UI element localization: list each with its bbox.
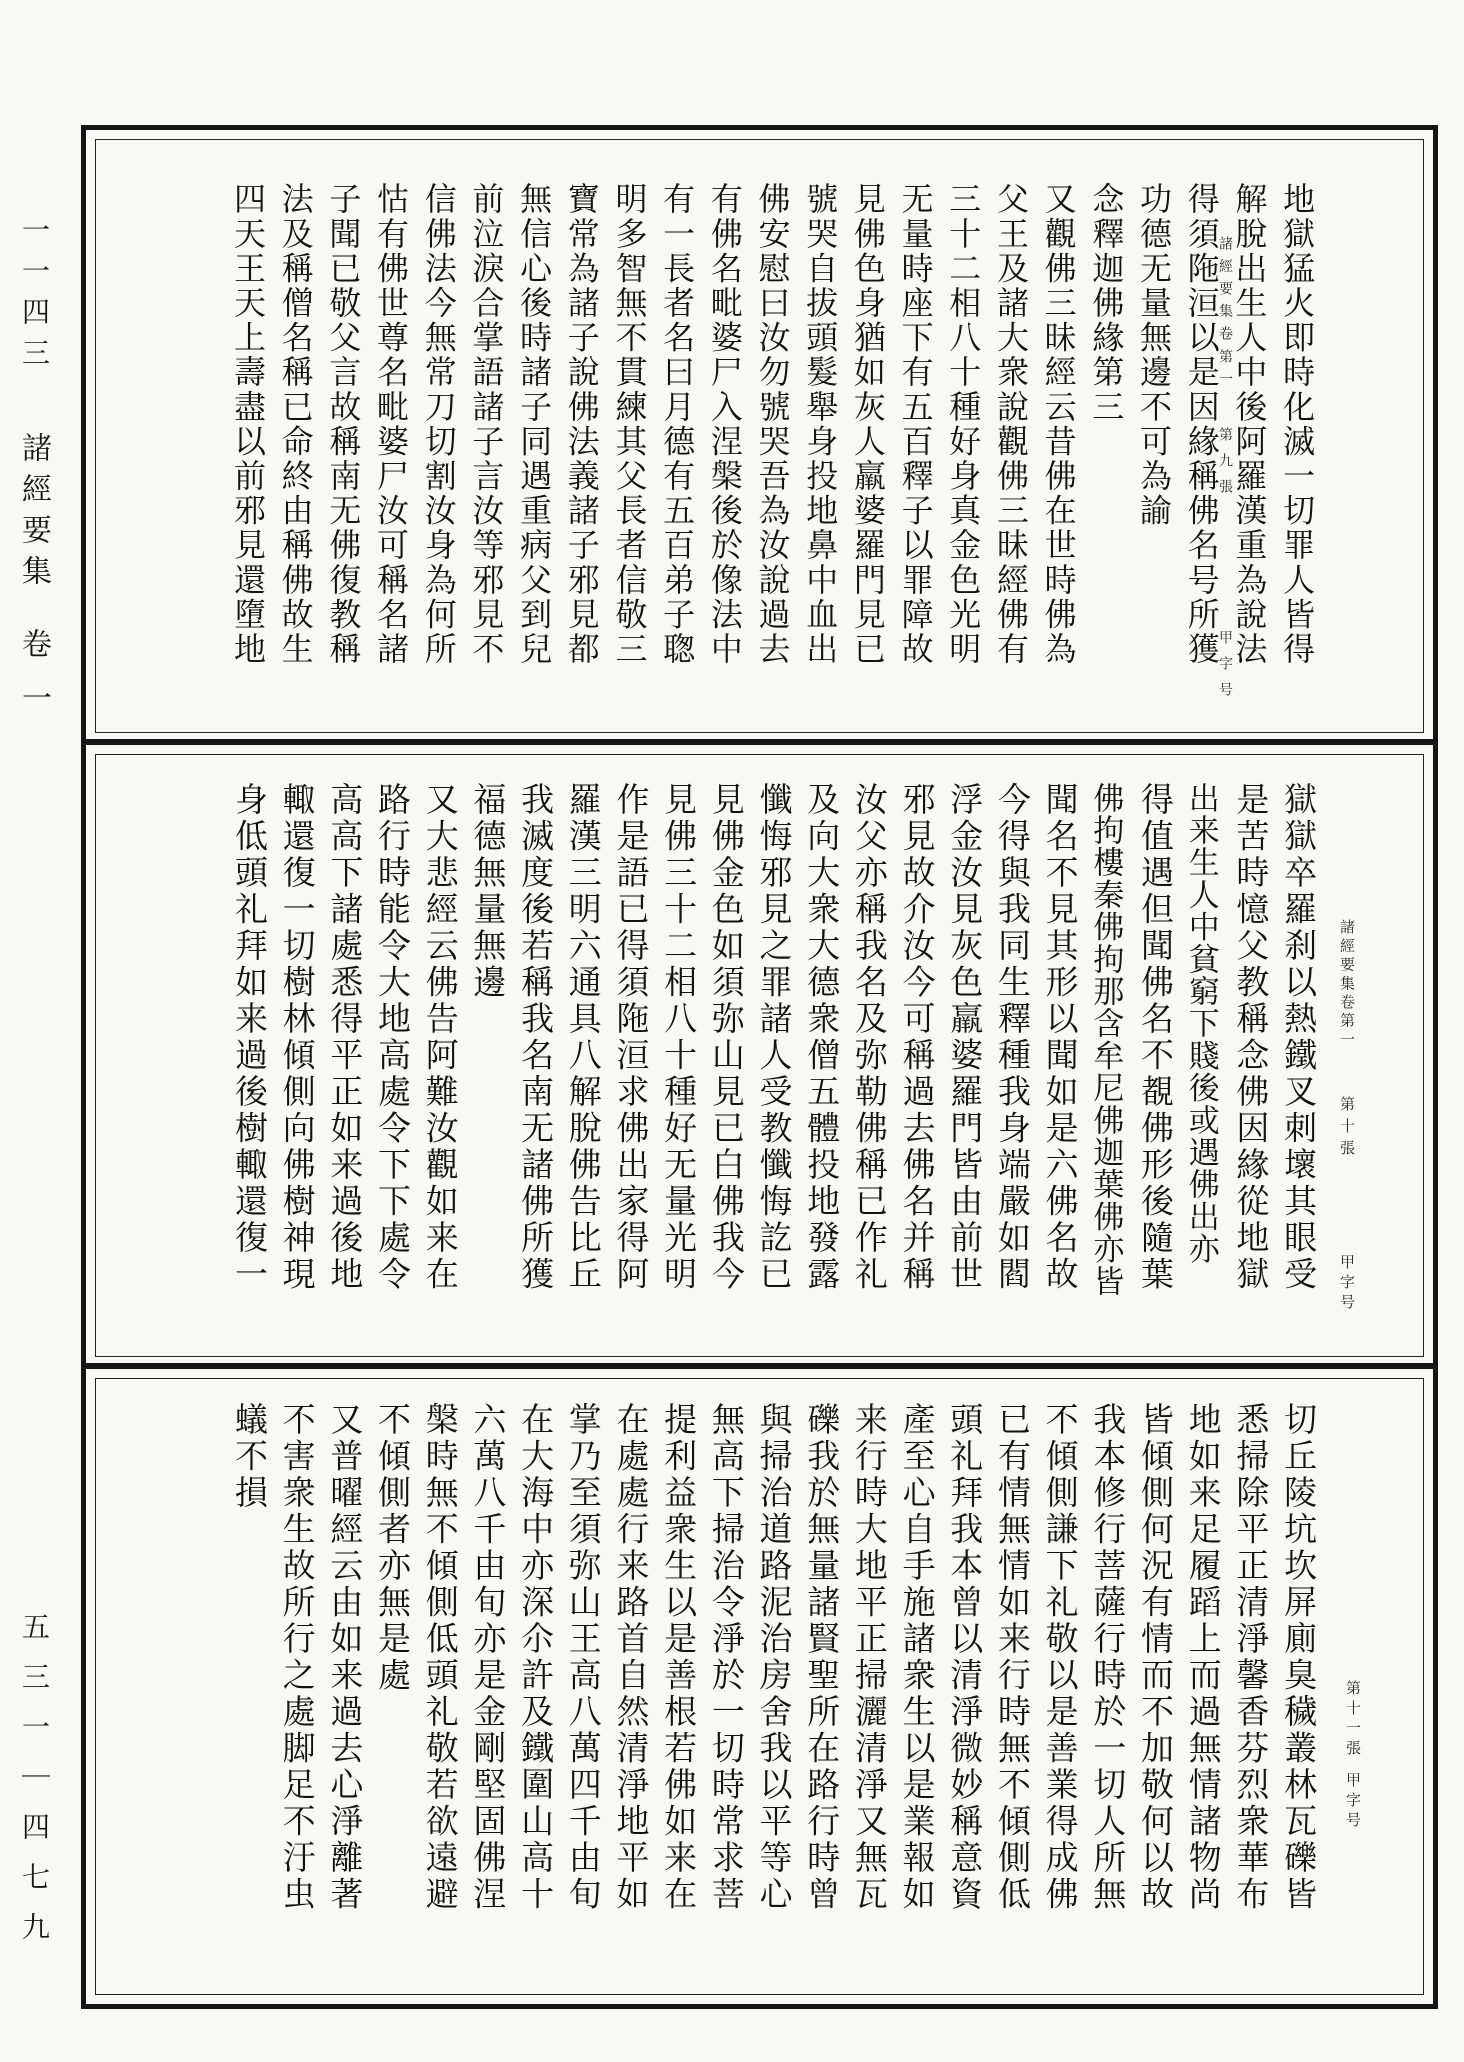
text-column: 出来生人中貧窮下賤後或遇佛出亦	[1183, 782, 1219, 1265]
text-column: 六萬八千由旬亦是金剛堅固佛涅	[468, 1402, 505, 1913]
text-column: 又觀佛三昧經云昔佛在世時佛為	[1040, 182, 1077, 667]
text-column: 功德无量無邊不可為諭	[1136, 182, 1173, 528]
text-column: 地如来足履蹈上而過無情諸物尚	[1183, 1402, 1220, 1913]
text-column: 我滅度後若稱我名南无諸佛所獲	[516, 782, 553, 1293]
text-column: 地獄猛火即時化滅一切罪人皆得	[1279, 182, 1316, 667]
text-column: 不害衆生故所行之處脚足不汙虫	[277, 1402, 314, 1913]
text-column: 邪見故介汝今可稱過去佛名并稱	[897, 782, 934, 1293]
block-annotation-mark: 甲字号	[1217, 630, 1232, 708]
text-column: 在大海中亦深尒許及鐵圍山高十	[516, 1402, 553, 1913]
text-column: 寶常為諸子說佛法義諸子邪見都	[563, 182, 600, 667]
text-column: 汝父亦稱我名及弥勒佛稱已作礼	[849, 782, 886, 1293]
panel-divider	[81, 1363, 1438, 1369]
text-column: 今得與我同生釋種我身端嚴如閻	[992, 782, 1029, 1293]
text-column: 提利益衆生以是善根若佛如来在	[659, 1402, 696, 1913]
text-column: 前泣淚合掌語諸子言汝等邪見不	[468, 182, 505, 667]
panel-divider	[81, 739, 1438, 745]
block-annotation-title: 諸經要集卷第一	[1217, 236, 1232, 395]
text-column: 已有情無情如来行時無不傾側低	[992, 1402, 1029, 1913]
text-column: 又普曜經云由如来過去心淨離著	[325, 1402, 362, 1913]
text-column: 見佛三十二相八十種好无量光明	[659, 782, 696, 1293]
text-column: 見佛金色如須弥山見已白佛我今	[706, 782, 743, 1293]
block-annotation-mark: 甲字号	[1344, 1772, 1360, 1832]
text-column: 法及稱僧名稱已命終由稱佛故生	[277, 182, 314, 667]
text-column: 見佛色身猶如灰人羸婆羅門見已	[849, 182, 886, 667]
text-column: 在處處行来路首自然清淨地平如	[611, 1402, 648, 1913]
text-column: 不傾側謙下礼敬以是善業得成佛	[1040, 1402, 1077, 1913]
text-column: 福德無量無邊	[468, 782, 505, 1001]
text-column: 號哭自拔頭髮舉身投地鼻中血出	[802, 182, 839, 667]
text-column: 子聞已敬父言故稱南无佛復教稱	[325, 182, 362, 667]
block-annotation-sheet: 第十張	[1338, 1096, 1354, 1162]
text-column: 我本修行菩薩行時於一切人所無	[1088, 1402, 1125, 1913]
text-column: 浮金汝見灰色羸婆羅門皆由前世	[945, 782, 982, 1293]
text-column: 槃時無不傾側低頭礼敬若欲遠避	[420, 1402, 457, 1913]
text-column: 作是語已得須陁洹求佛出家得阿	[611, 782, 648, 1293]
text-column: 来行時大地平正掃灑清淨又無瓦	[849, 1402, 886, 1913]
text-column: 及向大衆大德衆僧五體投地發露	[802, 782, 839, 1293]
text-column: 三十二相八十種好身真金色光明	[945, 182, 982, 667]
text-column: 父王及諸大衆說觀佛三昧經佛有	[992, 182, 1029, 667]
text-column: 无量時座下有五百釋子以罪障故	[897, 182, 934, 667]
section-heading: 念釋迦佛緣第三	[1088, 182, 1125, 425]
text-column: 羅漢三明六通具八解脫佛告比丘	[563, 782, 600, 1293]
text-column: 是苦時憶父教稱念佛因緣從地獄	[1231, 782, 1268, 1293]
text-column: 又大悲經云佛告阿難汝觀如来在	[420, 782, 457, 1293]
text-column: 蟻不損	[229, 1402, 266, 1512]
text-column: 聞名不見其形以聞如是六佛名故	[1040, 782, 1077, 1293]
margin-title: 諸經要集	[17, 432, 50, 596]
text-column: 不傾側者亦無是處	[373, 1402, 410, 1694]
margin-catalog-number: 一一四三	[18, 215, 49, 379]
text-column: 得須陁洹以是因緣稱佛名号所獲	[1183, 182, 1220, 667]
text-column: 有一長者名曰月德有五百弟子聦	[659, 182, 696, 667]
text-column: 與掃治道路泥治房舍我以平等心	[754, 1402, 791, 1913]
text-column: 得值遇但聞佛名不覩佛形後隨葉	[1136, 782, 1173, 1293]
text-column: 皆傾側何況有情而不加敬何以故	[1136, 1402, 1173, 1913]
panel-1-text	[223, 182, 1320, 666]
block-annotation-title: 諸經要集卷第一	[1338, 919, 1354, 1050]
text-column: 怙有佛世尊名毗婆尸汝可稱名諸	[373, 182, 410, 667]
block-annotation-mark: 甲字号	[1338, 1254, 1354, 1314]
text-column: 佛安慰曰汝勿號哭吾為汝說過去	[754, 182, 791, 667]
text-column: 懺悔邪見之罪諸人受教懺悔訖已	[754, 782, 791, 1293]
text-column: 佛拘樓秦佛拘那含牟尼佛迦葉佛亦皆	[1088, 782, 1124, 1298]
margin-page-number: 五三一｜四七九	[18, 1612, 49, 1962]
text-column: 四天王天上壽盡以前邪見還墮地	[229, 182, 266, 667]
text-column: 礫我於無量諸賢聖所在路行時曾	[802, 1402, 839, 1913]
text-column: 悉掃除平正清淨馨香芬烈衆華布	[1231, 1402, 1268, 1913]
text-column: 產至心自手施諸衆生以是業報如	[897, 1402, 934, 1913]
text-column: 輙還復一切樹林傾側向佛樹神現	[277, 782, 314, 1293]
text-column: 頭礼拜我本曾以清淨微妙稱意資	[945, 1402, 982, 1913]
text-column: 高高下諸處悉得平正如来過後地	[325, 782, 362, 1293]
text-column: 解脫出生人中後阿羅漢重為說法	[1231, 182, 1268, 667]
panel-3-text	[223, 1402, 1320, 1913]
text-column: 明多智無不貫練其父長者信敬三	[611, 182, 648, 667]
text-column: 身低頭礼拜如来過後樹輙還復一	[229, 782, 266, 1293]
text-column: 無信心後時諸子同遇重病父到兒	[516, 182, 553, 667]
text-column: 切丘陵坑坎屏廁臭穢叢林瓦礫皆	[1279, 1402, 1316, 1913]
block-annotation-sheet: 第十一張	[1344, 1680, 1360, 1760]
text-column: 無高下掃治令淨於一切時常求菩	[706, 1402, 743, 1913]
text-column: 獄獄卒羅刹以熱鐵叉刺壞其眼受	[1279, 782, 1316, 1293]
margin-volume: 卷一	[17, 628, 50, 736]
text-column: 信佛法今無常刀切割汝身為何所	[420, 182, 457, 667]
panel-2-text	[223, 782, 1320, 1297]
block-annotation-sheet: 第九張	[1217, 427, 1232, 505]
text-column: 掌乃至須弥山王高八萬四千由旬	[563, 1402, 600, 1913]
text-column: 有佛名毗婆尸入涅槃後於像法中	[706, 182, 743, 667]
text-column: 路行時能令大地高處令下下處令	[373, 782, 410, 1293]
